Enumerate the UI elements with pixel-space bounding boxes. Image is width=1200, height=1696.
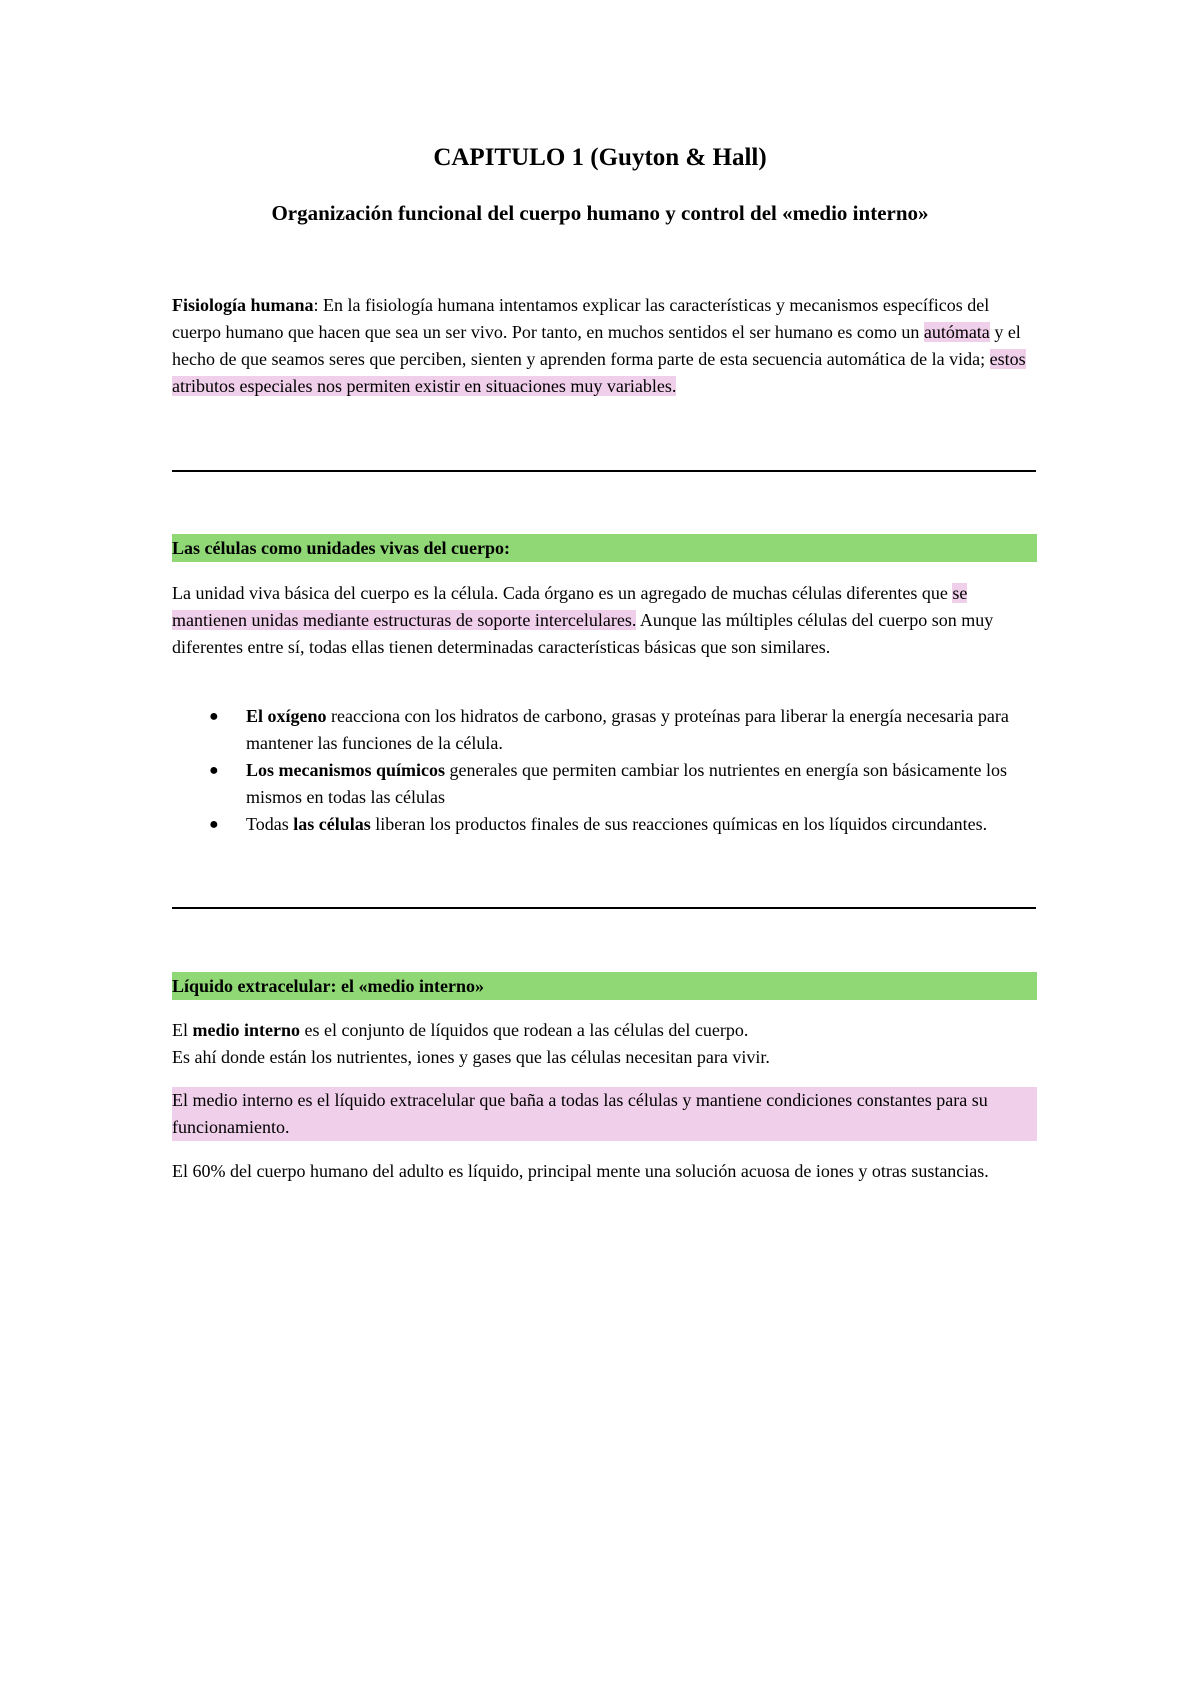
intro-term: Fisiología humana (172, 295, 314, 315)
bullet-icon: ● (209, 708, 219, 725)
bullet-icon: ● (209, 762, 219, 779)
bullet-post: generales que permiten cambiar los nutrientes en energía son básicamente los mismos en todas las células (246, 760, 1007, 807)
list-item (172, 811, 1037, 838)
fluid-p1-post: es el conjunto de líquidos que rodean a las células del cuerpo. (300, 1020, 749, 1040)
cells-bullet-list (172, 703, 1037, 838)
cells-text-2: Aunque las múltiples células del cuerpo son muy diferentes entre sí, todas ellas tienen determinadas características básicas que son similares. (172, 610, 994, 657)
intro-text-1: : En la fisiología humana intentamos explicar las características y mecanismos específicos del cuerpo humano que hacen que sea un ser vivo. Por tanto, en muchos sentidos el ser humano es como un (172, 295, 990, 342)
fluid-paragraph-3: El 60% del cuerpo humano del adulto es líquido, principal mente una solución acuosa de iones y otras sustancias. (172, 1161, 989, 1181)
bullet-bold: Los mecanismos químicos (246, 760, 446, 780)
list-item (172, 757, 1037, 811)
cells-paragraph (172, 580, 1037, 661)
fluid-p1-line2: Es ahí donde están los nutrientes, iones y gases que las células necesitan para vivir. (172, 1047, 770, 1067)
section-heading-cells: Las células como unidades vivas del cuerpo: (172, 534, 1037, 562)
page-subtitle: Organización funcional del cuerpo humano y control del «medio interno» (271, 201, 929, 225)
bullet-bold: El oxígeno (246, 706, 327, 726)
page-title: CAPITULO 1 (Guyton & Hall) (433, 144, 767, 171)
list-item (172, 703, 1037, 757)
bullet-post: liberan los productos finales de sus reacciones químicas en los líquidos circundantes. (370, 814, 988, 834)
bullet-pre: Todas (246, 814, 294, 834)
fluid-highlighted-paragraph: El medio interno es el líquido extracelular que baña a todas las células y mantiene condiciones constantes para su funcionamiento. (172, 1087, 1037, 1141)
intro-paragraph (172, 292, 1037, 400)
section-heading-fluid: Líquido extracelular: el «medio interno» (172, 972, 1037, 1000)
divider-1 (172, 470, 1036, 472)
fluid-paragraph-1 (172, 1017, 1037, 1071)
bullet-post: reacciona con los hidratos de carbono, grasas y proteínas para liberar la energía necesaria para mantener las funciones de la célula. (246, 706, 1009, 753)
fluid-p1-bold: medio interno (192, 1020, 300, 1040)
cells-highlight: se mantienen unidas mediante estructuras de soporte intercelulares. (172, 583, 968, 630)
bullet-icon: ● (209, 816, 219, 833)
fluid-p1-pre: El (172, 1020, 193, 1040)
divider-2 (172, 907, 1036, 909)
intro-highlight-2: estos atributos especiales nos permiten existir en situaciones muy variables. (172, 349, 1026, 396)
intro-text-2: y el hecho de que seamos seres que perciben, sienten y aprenden forma parte de esta secuencia automática de la vida; (172, 322, 1021, 369)
intro-highlight-1: autómata (923, 322, 990, 342)
bullet-bold: las células (293, 814, 371, 834)
cells-text-1: La unidad viva básica del cuerpo es la célula. Cada órgano es un agregado de muchas células diferentes que (172, 583, 953, 603)
